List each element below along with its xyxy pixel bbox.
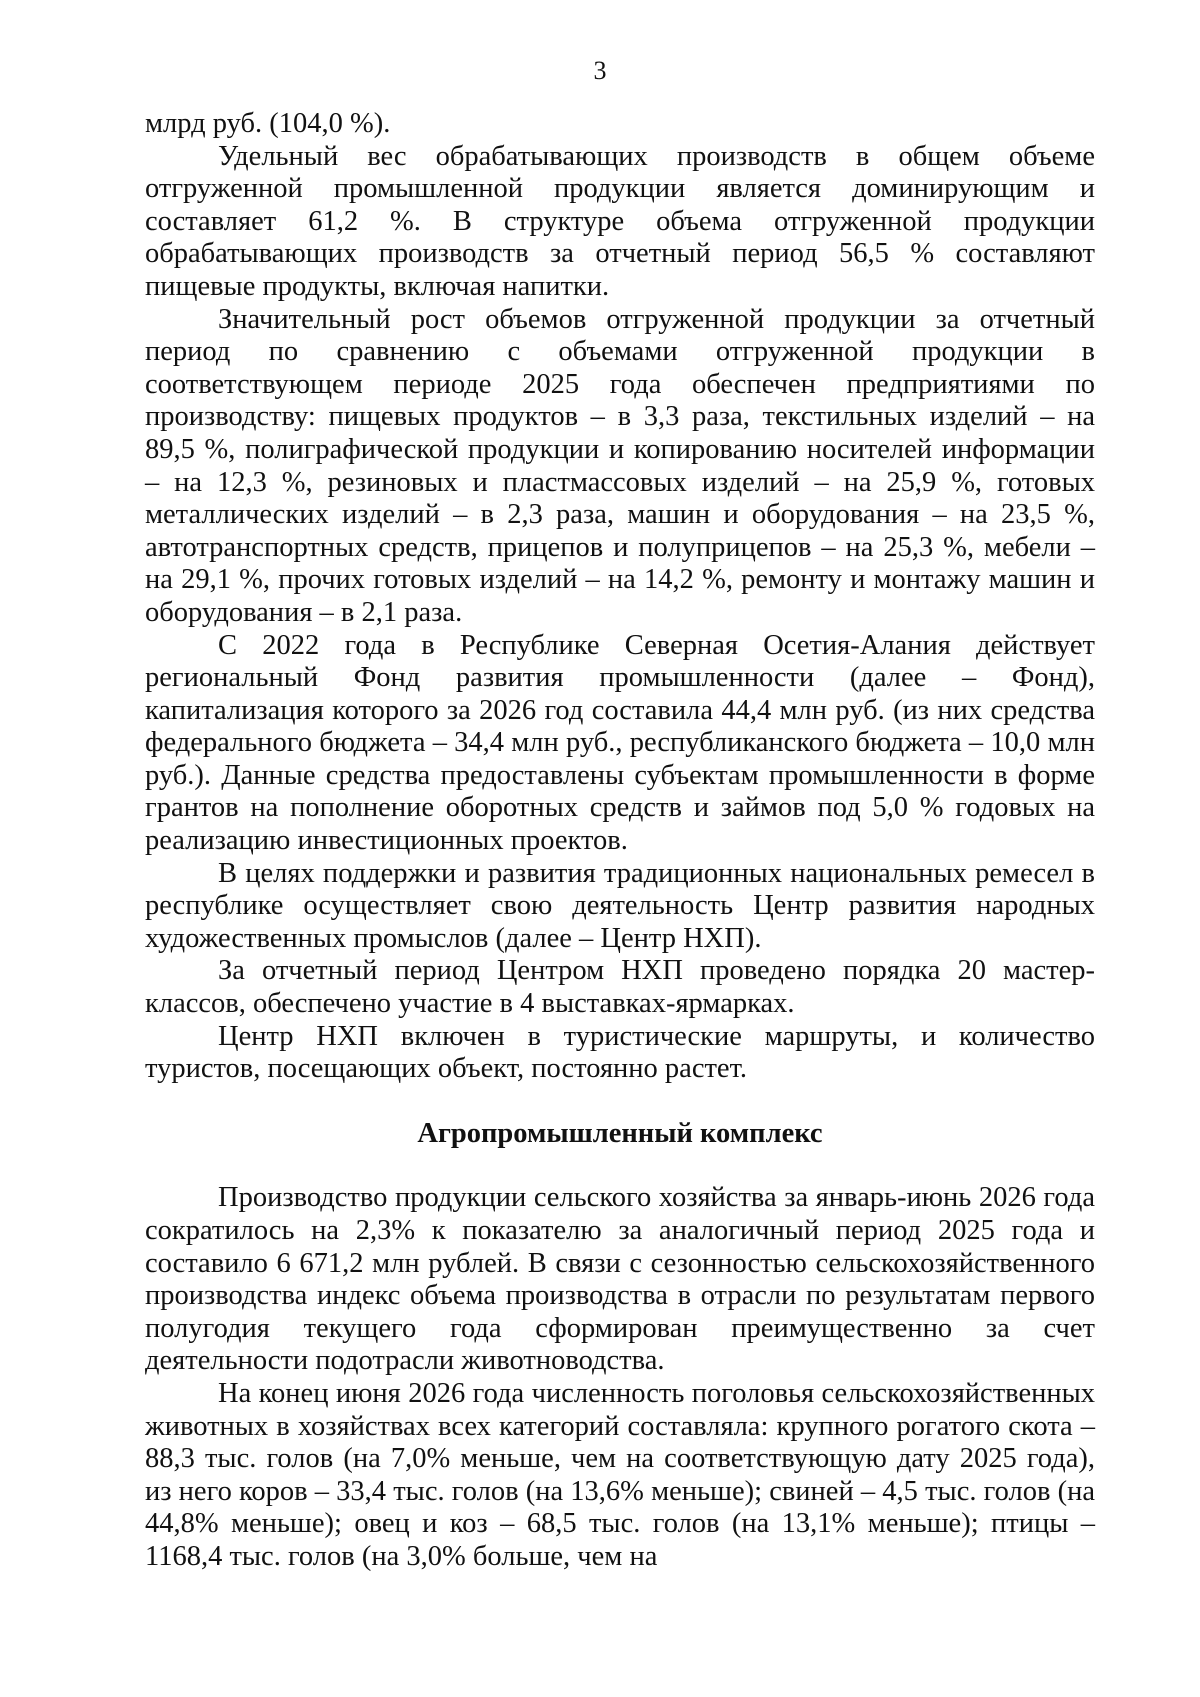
paragraph-crafts-center: В целях поддержки и развития традиционных национальных ремесел в республике осуществляет свою деятельность Центр развития народных художественных промыслов (далее – Центр НХП). [145, 857, 1095, 954]
paragraph-shipment-growth: Значительный рост объемов отгруженной продукции за отчетный период по сравнению с объемами отгруженной продукции в соответствующем периоде 2025 года обеспечен предприятиями по производству: пищевых продуктов – в 3,3 раза, текстильных изделий – на 89,5 %, полиграфической продукции и копированию носителей информации – на 12,3 %, резиновых и пластмассовых изделий – на 25,9 %, готовых металлических изделий – в 2,3 раза, машин и оборудования – на 23,5 %, автотранспортных средств, прицепов и полуприцепов – на 25,3 %, мебели – на 29,1 %, прочих готовых изделий – на 14,2 %, ремонту и монтажу машин и оборудования – в 2,1 раза. [145, 303, 1095, 628]
section-heading-agro: Агропромышленный комплекс [417, 1117, 823, 1149]
paragraph-industry-fund: С 2022 года в Республике Северная Осетия-Алания действует региональный Фонд развития промышленности (далее – Фонд), капитализация которого за 2026 год составила 44,4 млн руб. (из них средства федерального бюджета – 34,4 млн руб., республиканского бюджета – 10,0 млн руб.). Данные средства предоставлены субъектам промышленности в форме грантов на пополнение оборотных средств и займов под 5,0 % годовых на реализацию инвестиционных проектов. [145, 629, 1095, 857]
paragraph-continuation: млрд руб. (104,0 %). [145, 108, 391, 139]
paragraph-tourism: Центр НХП включен в туристические маршруты, и количество туристов, посещающих объект, постоянно растет. [145, 1020, 1095, 1085]
paragraph-livestock: На конец июня 2026 года численность поголовья сельскохозяйственных животных в хозяйствах всех категорий составляла: крупного рогатого скота – 88,3 тыс. голов (на 7,0% меньше, чем на соответствующую дату 2025 года), из него коров – 33,4 тыс. голов (на 13,6% меньше); свиней – 4,5 тыс. голов (на 44,8% меньше); овец и коз – 68,5 тыс. голов (на 13,1% меньше); птицы – 1168,4 тыс. голов (на 3,0% больше, чем на [145, 1377, 1095, 1572]
document-body [145, 108, 1095, 1574]
paragraph-agro-production: Производство продукции сельского хозяйства за январь-июнь 2026 года сократилось на 2,3% к показателю за аналогичный период 2025 года и составило 6 671,2 млн рублей. В связи с сезонностью сельскохозяйственного производства индекс объема производства в отрасли по результатам первого полугодия текущего года сформирован преимущественно за счет деятельности подотрасли животноводства. [145, 1182, 1095, 1377]
paragraph-master-classes: За отчетный период Центром НХП проведено порядка 20 мастер-классов, обеспечено участие в 4 выставках-ярмарках. [145, 955, 1095, 1020]
page-number: 3 [593, 56, 607, 85]
paragraph-manufacturing-share: Удельный вес обрабатывающих производств в общем объеме отгруженной промышленной продукции является доминирующим и составляет 61,2 %. В структуре объема отгруженной продукции обрабатывающих производств за отчетный период 56,5 % составляют пищевые продукты, включая напитки. [145, 140, 1095, 302]
